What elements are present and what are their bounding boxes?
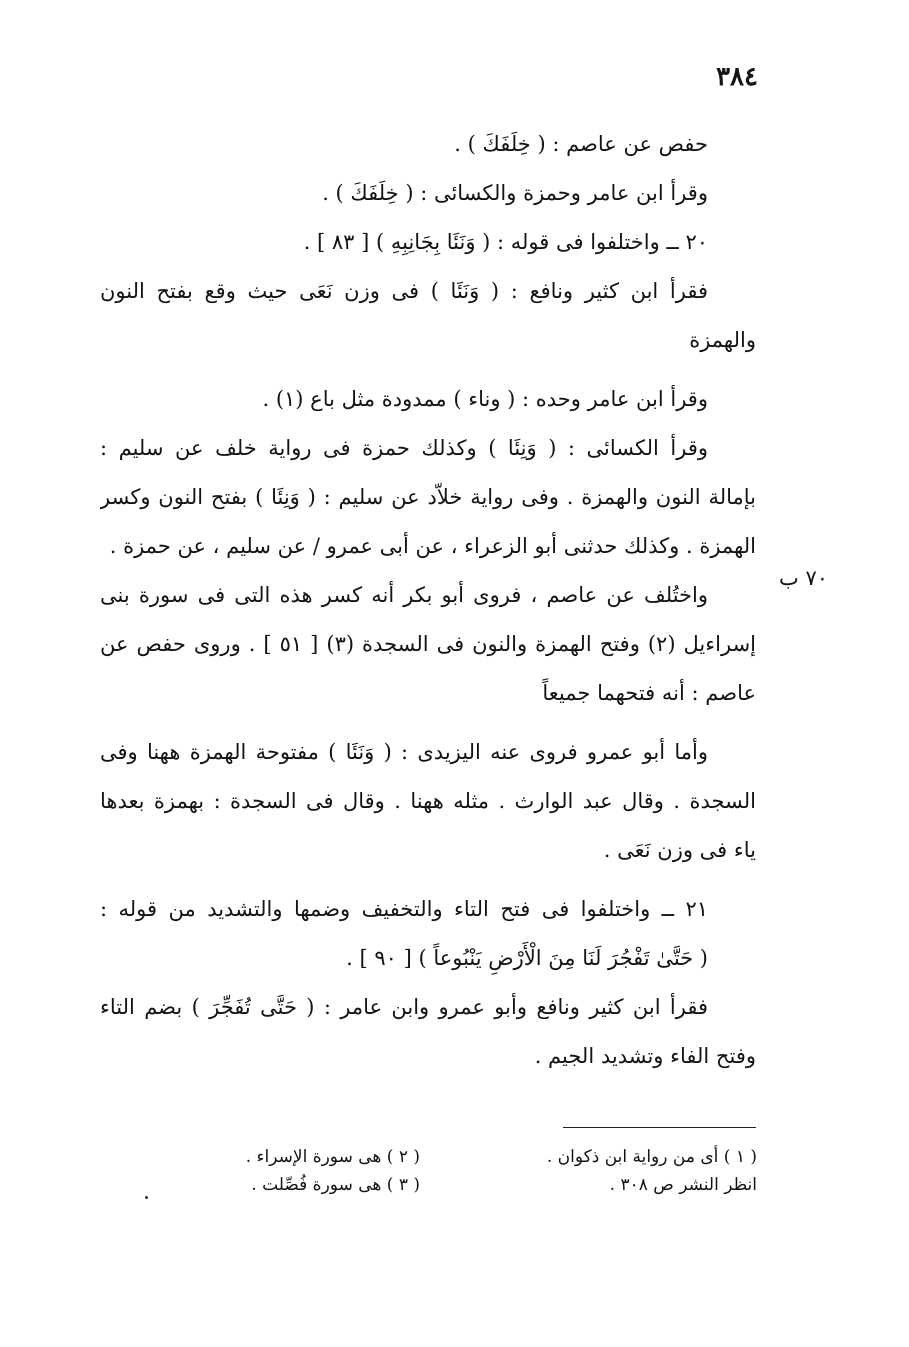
text-line: ٢١ ــ واختلفوا فى فتح التاء والتخفيف وضمها والتشديد من قوله : [100,897,708,921]
page-number: ٣٨٤ [716,62,758,92]
text-line: واختُلف عن عاصم ، فروى أبو بكر أنه كسر هذه التى فى سورة بنى [100,583,708,607]
manuscript-folio-note: ٧٠ ب [778,566,828,590]
text-line: وفتح الفاء وتشديد الجيم . [534,1044,756,1068]
text-line: فقرأ ابن كثير ونافع : ( وَنَئَا ) فى وزن نَعَى حيث وقع بفتح النون [100,279,708,303]
text-line: حفص عن عاصم : ( خِلَفَكَ ) . [454,132,708,156]
text-line: ياء فى وزن نَعَى . [603,838,756,862]
text-line: ( حَتَّىٰ تَفْجُرَ لَنَا مِنَ الْأَرْضِ يَنْبُوعاً ) [ ٩٠ ] . [346,946,708,970]
footnote: ( ٢ ) هى سورة الإسراء . [245,1147,420,1167]
print-speck [145,1196,148,1199]
footnote-divider [563,1127,756,1128]
footnote: ( ١ ) أى من رواية ابن ذكوان . [546,1147,757,1167]
footnote: انظر النشر ص ٣٠٨ . [609,1175,757,1195]
footnote: ( ٣ ) هى سورة فُصِّلت . [251,1175,420,1195]
text-line: فقرأ ابن كثير ونافع وأبو عمرو وابن عامر : ( حَتَّى تُفَجِّرَ ) بضم التاء [100,995,708,1019]
footnotes-left [140,1143,420,1199]
text-line: وقرأ الكسائى : ( وَنِئَا ) وكذلك حمزة فى رواية خلف عن سليم : [100,436,708,460]
text-line: ٢٠ ــ واختلفوا فى قوله : ( وَنَئَا بِجَانِبِهِ ) [ ٨٣ ] . [303,230,708,254]
footnotes-right [445,1143,757,1199]
main-text [100,120,756,1081]
text-line: وقرأ ابن عامر وحمزة والكسائى : ( خِلَفَكَ ) . [322,181,708,205]
text-line: والهمزة [689,328,756,352]
text-line: وأما أبو عمرو فروى عنه اليزيدى : ( وَنَئَا ) مفتوحة الهمزة ههنا وفى [100,740,708,764]
text-line: عاصم : أنه فتحهما جميعاً [542,681,756,705]
text-line: السجدة . وقال عبد الوارث . مثله ههنا . وقال فى السجدة : بهمزة بعدها [100,789,756,813]
text-line: الهمزة . وكذلك حدثنى أبو الزعراء ، عن أبى عمرو / عن سليم ، عن حمزة . [109,534,756,558]
text-line: بإمالة النون والهمزة . وفى رواية خلاّد عن سليم : ( وَنِئَا ) بفتح النون وكسر [100,485,756,509]
text-line: إسراءيل (٢) وفتح الهمزة والنون فى السجدة (٣) [ ٥١ ] . وروى حفص عن [100,632,756,656]
text-line: وقرأ ابن عامر وحده : ( وناء ) ممدودة مثل باع (١) . [262,387,708,411]
